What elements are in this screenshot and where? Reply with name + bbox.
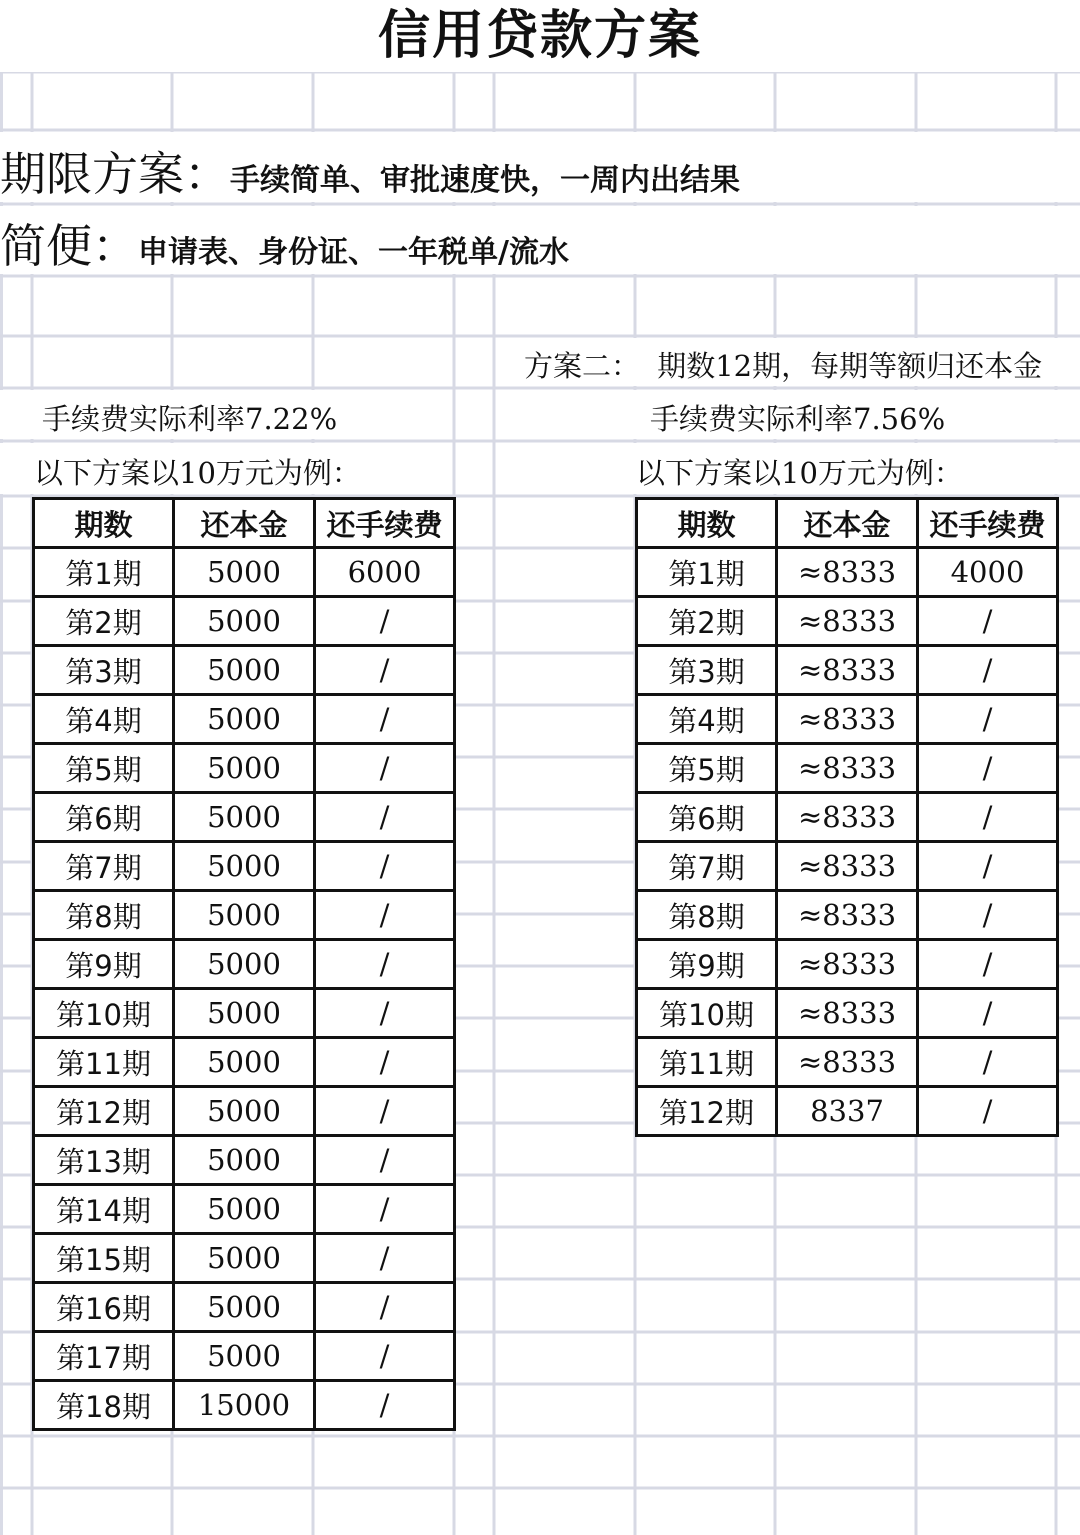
plan1-col-period: 期数 bbox=[34, 499, 174, 548]
table-row bbox=[637, 1038, 1058, 1087]
principal-cell: 5000 bbox=[174, 1038, 315, 1087]
fee-cell: / bbox=[315, 597, 455, 646]
principal-cell: 8337 bbox=[777, 1087, 918, 1136]
principal-cell: 5000 bbox=[174, 842, 315, 891]
plan2-table bbox=[635, 497, 1059, 1137]
table-row bbox=[637, 744, 1058, 793]
table-row bbox=[34, 1234, 455, 1283]
intro-line-2 bbox=[0, 210, 569, 276]
period-cell: 第6期 bbox=[637, 793, 777, 842]
principal-cell: 5000 bbox=[174, 793, 315, 842]
principal-cell: 5000 bbox=[174, 597, 315, 646]
intro-line-1 bbox=[0, 138, 740, 204]
fee-cell: / bbox=[315, 940, 455, 989]
period-cell: 第13期 bbox=[34, 1136, 174, 1185]
table-row bbox=[34, 940, 455, 989]
principal-cell: 5000 bbox=[174, 1283, 315, 1332]
table-row bbox=[34, 744, 455, 793]
principal-cell: 5000 bbox=[174, 989, 315, 1038]
fee-cell: / bbox=[918, 646, 1058, 695]
fee-cell: / bbox=[918, 940, 1058, 989]
fee-cell: / bbox=[315, 1136, 455, 1185]
table-row bbox=[34, 597, 455, 646]
principal-cell: 5000 bbox=[174, 1136, 315, 1185]
table-row bbox=[34, 891, 455, 940]
plan2-fee-rate: 手续费实际利率7.56% bbox=[650, 402, 946, 436]
fee-cell: / bbox=[315, 744, 455, 793]
intro-line-2-text: 申请表、身份证、一年税单/流水 bbox=[138, 235, 569, 270]
table-row bbox=[34, 989, 455, 1038]
fee-cell: / bbox=[315, 646, 455, 695]
plan2-heading bbox=[524, 344, 1042, 385]
period-cell: 第6期 bbox=[34, 793, 174, 842]
period-cell: 第12期 bbox=[637, 1087, 777, 1136]
table-row bbox=[34, 1087, 455, 1136]
period-cell: 第7期 bbox=[637, 842, 777, 891]
period-cell: 第9期 bbox=[34, 940, 174, 989]
plan2-col-principal: 还本金 bbox=[777, 499, 918, 548]
table-row bbox=[34, 1185, 455, 1234]
period-cell: 第17期 bbox=[34, 1332, 174, 1381]
fee-cell: / bbox=[918, 695, 1058, 744]
fee-cell: / bbox=[315, 1185, 455, 1234]
table-row bbox=[637, 646, 1058, 695]
principal-cell: ≈8333 bbox=[777, 989, 918, 1038]
period-cell: 第3期 bbox=[637, 646, 777, 695]
period-cell: 第8期 bbox=[637, 891, 777, 940]
table-row bbox=[34, 1038, 455, 1087]
period-cell: 第4期 bbox=[637, 695, 777, 744]
fee-cell: / bbox=[315, 1087, 455, 1136]
fee-cell: / bbox=[315, 1234, 455, 1283]
period-cell: 第10期 bbox=[34, 989, 174, 1038]
table-row bbox=[34, 548, 455, 597]
principal-cell: ≈8333 bbox=[777, 793, 918, 842]
table-row bbox=[34, 1381, 455, 1430]
period-cell: 第18期 bbox=[34, 1381, 174, 1430]
principal-cell: ≈8333 bbox=[777, 695, 918, 744]
page-title: 信用贷款方案 bbox=[0, 0, 1080, 72]
principal-cell: 5000 bbox=[174, 1185, 315, 1234]
fee-cell: / bbox=[918, 1087, 1058, 1136]
principal-cell: ≈8333 bbox=[777, 891, 918, 940]
table-row bbox=[34, 1283, 455, 1332]
fee-cell: / bbox=[315, 1038, 455, 1087]
fee-cell: / bbox=[918, 744, 1058, 793]
table-row bbox=[637, 548, 1058, 597]
table-row bbox=[34, 646, 455, 695]
intro-line-1-lead: 期限方案： bbox=[0, 147, 230, 201]
fee-cell: / bbox=[918, 1038, 1058, 1087]
period-cell: 第11期 bbox=[637, 1038, 777, 1087]
plan2-col-fee: 还手续费 bbox=[918, 499, 1058, 548]
plan2-heading-label: 方案二： bbox=[524, 349, 641, 383]
table-row bbox=[34, 1136, 455, 1185]
fee-cell: / bbox=[315, 1381, 455, 1430]
plan2-header-row bbox=[637, 499, 1058, 548]
fee-cell: 4000 bbox=[918, 548, 1058, 597]
period-cell: 第1期 bbox=[34, 548, 174, 597]
period-cell: 第16期 bbox=[34, 1283, 174, 1332]
principal-cell: 5000 bbox=[174, 548, 315, 597]
table-row bbox=[637, 1087, 1058, 1136]
principal-cell: 5000 bbox=[174, 695, 315, 744]
principal-cell: 5000 bbox=[174, 1087, 315, 1136]
principal-cell: 5000 bbox=[174, 1234, 315, 1283]
principal-cell: ≈8333 bbox=[777, 646, 918, 695]
plan1-col-fee: 还手续费 bbox=[315, 499, 455, 548]
table-row bbox=[637, 793, 1058, 842]
principal-cell: ≈8333 bbox=[777, 940, 918, 989]
table-row bbox=[34, 793, 455, 842]
fee-cell: / bbox=[918, 793, 1058, 842]
period-cell: 第10期 bbox=[637, 989, 777, 1038]
fee-cell: / bbox=[315, 842, 455, 891]
principal-cell: 5000 bbox=[174, 891, 315, 940]
period-cell: 第14期 bbox=[34, 1185, 174, 1234]
period-cell: 第1期 bbox=[637, 548, 777, 597]
table-row bbox=[637, 989, 1058, 1038]
fee-cell: / bbox=[315, 793, 455, 842]
table-row bbox=[637, 891, 1058, 940]
plan1-col-principal: 还本金 bbox=[174, 499, 315, 548]
principal-cell: 5000 bbox=[174, 1332, 315, 1381]
plan1-fee-rate: 手续费实际利率7.22% bbox=[42, 402, 338, 436]
principal-cell: 15000 bbox=[174, 1381, 315, 1430]
fee-cell: / bbox=[918, 842, 1058, 891]
period-cell: 第2期 bbox=[34, 597, 174, 646]
intro-line-1-text: 手续简单、审批速度快，一周内出结果 bbox=[230, 163, 740, 198]
fee-cell: / bbox=[918, 597, 1058, 646]
period-cell: 第4期 bbox=[34, 695, 174, 744]
plan2-heading-detail: 期数12期，每期等额归还本金 bbox=[657, 349, 1043, 383]
period-cell: 第8期 bbox=[34, 891, 174, 940]
plan1-header-row bbox=[34, 499, 455, 548]
table-row bbox=[637, 695, 1058, 744]
table-row bbox=[34, 842, 455, 891]
period-cell: 第5期 bbox=[637, 744, 777, 793]
period-cell: 第15期 bbox=[34, 1234, 174, 1283]
plan2-example: 以下方案以10万元为例： bbox=[636, 456, 963, 490]
period-cell: 第3期 bbox=[34, 646, 174, 695]
table-row bbox=[637, 597, 1058, 646]
principal-cell: ≈8333 bbox=[777, 744, 918, 793]
fee-cell: / bbox=[315, 989, 455, 1038]
period-cell: 第12期 bbox=[34, 1087, 174, 1136]
principal-cell: ≈8333 bbox=[777, 548, 918, 597]
table-row bbox=[34, 695, 455, 744]
intro-line-2-lead: 简便： bbox=[0, 219, 138, 273]
period-cell: 第11期 bbox=[34, 1038, 174, 1087]
fee-cell: / bbox=[315, 1332, 455, 1381]
period-cell: 第9期 bbox=[637, 940, 777, 989]
plan1-example: 以下方案以10万元为例： bbox=[34, 456, 361, 490]
table-row bbox=[34, 1332, 455, 1381]
plan2-col-period: 期数 bbox=[637, 499, 777, 548]
principal-cell: 5000 bbox=[174, 940, 315, 989]
period-cell: 第5期 bbox=[34, 744, 174, 793]
fee-cell: 6000 bbox=[315, 548, 455, 597]
fee-cell: / bbox=[918, 989, 1058, 1038]
table-row bbox=[637, 842, 1058, 891]
plan1-table bbox=[32, 497, 456, 1431]
principal-cell: ≈8333 bbox=[777, 1038, 918, 1087]
principal-cell: ≈8333 bbox=[777, 597, 918, 646]
fee-cell: / bbox=[918, 891, 1058, 940]
principal-cell: ≈8333 bbox=[777, 842, 918, 891]
table-row bbox=[637, 940, 1058, 989]
principal-cell: 5000 bbox=[174, 744, 315, 793]
fee-cell: / bbox=[315, 891, 455, 940]
principal-cell: 5000 bbox=[174, 646, 315, 695]
period-cell: 第2期 bbox=[637, 597, 777, 646]
fee-cell: / bbox=[315, 1283, 455, 1332]
period-cell: 第7期 bbox=[34, 842, 174, 891]
fee-cell: / bbox=[315, 695, 455, 744]
